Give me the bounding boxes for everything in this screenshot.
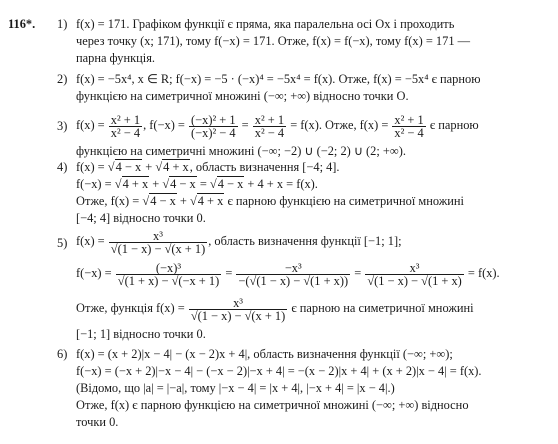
fraction: $\frac{\text{(−x)³}}{√(1 + x) - √(-x + 1)}$ [117, 260, 220, 288]
part-4-line-1: f(x) = √4 − x + √4 + x, область визначення [−4; 4]. [76, 160, 340, 174]
part-2-label: 2) [57, 72, 68, 86]
part-5-line-4: [−1; 1] відносно точки 0. [76, 327, 206, 341]
fraction: $\frac{\text{x³}}{√(1 - x) - √(1 + x)}$ [367, 260, 462, 288]
problem-number: 116*. [8, 17, 36, 31]
part-2-line-2: функцією на симетричної множині (−∞; +∞) відносно точки O. [76, 89, 409, 103]
part-5-line-2: f(−x) = $\frac{\text{(−x)³}}{√(1 + x) - √(-x + 1)}$ = $\frac{\text{−x³}}{-(√(1 - x) - √(1 + x))}$ = $\frac{\text{x³}}{√(1 - x) - √(1 + x)}$ = f(x). [76, 260, 500, 288]
fraction: $\frac{\text{(−x)² + 1}}{\text{(−x)² − 4}}$ [191, 112, 236, 140]
part-2-line-1: f(x) = −5x⁴, x ∈ R; f(−x) = −5 · (−x)⁴ = −5x⁴ = f(x). Отже, f(x) = −5x⁴ є парною [76, 72, 481, 86]
part-3-label: 3) [57, 119, 68, 133]
fraction: $\frac{\text{x³}}{√(1 - x) - √(x + 1)}$ [110, 228, 206, 256]
fraction: $\frac{\text{x² + 1}}{\text{x² − 4}}$ [254, 112, 285, 140]
fraction: $\frac{\text{x² + 1}}{\text{x² − 4}}$ [110, 112, 141, 140]
part-6-line-1: f(x) = (x + 2)|x − 4| − (x − 2)x + 4|, область визначення функції (−∞; +∞); [76, 347, 453, 361]
part-1-line-3: парна функція. [76, 51, 155, 65]
part-4-label: 4) [57, 160, 68, 174]
part-6-line-3: (Bідомо, що |a| = |−a|, тому |−x − 4| = |x + 4|, |−x + 4| = |x − 4|.) [76, 381, 395, 395]
part-5-line-1: f(x) = $\frac{\text{x³}}{√(1 - x) - √(x + 1)}$ , область визначення функції [−1; 1]; [76, 228, 402, 256]
fraction: $\frac{\text{−x³}}{-(√(1 - x) - √(1 + x))}$ [238, 260, 349, 288]
part-1-line-1: f(x) = 171. Графіком функції є пряма, яка паралельна осі Ox і проходить [76, 17, 455, 31]
part-6-label: 6) [57, 347, 68, 361]
part-6-line-5: точки 0. [76, 415, 119, 429]
part-4-line-3: Отже, f(x) = √4 − x + √4 + x є парною функцією на симетричної множині [76, 194, 464, 208]
fraction: $\frac{\text{x² + 1}}{\text{x² − 4}}$ [394, 112, 424, 140]
part-5-label: 5) [57, 236, 68, 250]
part-3-line-1: f(x) = $\frac{\text{x² + 1}}{\text{x² − 4}}$ , f(−x) = $\frac{\text{(−x)² + 1}}{\text{(−x)² − 4}}$ = $\frac{\text{x² + 1}}{\text{x² − 4}}$ = f(x). Отже, f(x) = $\frac{\text{x² + 1}}{\text{x² − 4}}$ є парною [76, 112, 479, 140]
part-5-line-3: Отже, функція f(x) = $\frac{\text{x³}}{√(1 - x) - √(x + 1)}$ є парною на симетричної множині [76, 295, 474, 323]
part-4-line-2: f(−x) = √4 + x + √4 − x = √4 − x + 4 + x = f(x). [76, 177, 318, 191]
part-3-line-2: функцією на симетричні множині (−∞; −2) ∪ (−2; 2) ∪ (2; +∞). [76, 144, 406, 158]
fraction: $\frac{\text{x³}}{√(1 - x) - √(x + 1)}$ [190, 295, 286, 323]
part-4-line-4: [−4; 4] відносно точки 0. [76, 211, 206, 225]
part-6-line-2: f(−x) = (−x + 2)|−x − 4| − (−x − 2)|−x + 4| = −(x − 2)|x + 4| + (x + 2)|x − 4| = f(x). [76, 364, 482, 378]
part-1-line-2: через точку (x; 171), тому f(−x) = 171. Отже, f(x) = f(−x), тому f(x) = 171 — [76, 34, 471, 48]
part-6-line-4: Отже, f(x) є парною функцією на симетричної множині (−∞; +∞) відносно [76, 398, 469, 412]
part-1-label: 1) [57, 17, 68, 31]
